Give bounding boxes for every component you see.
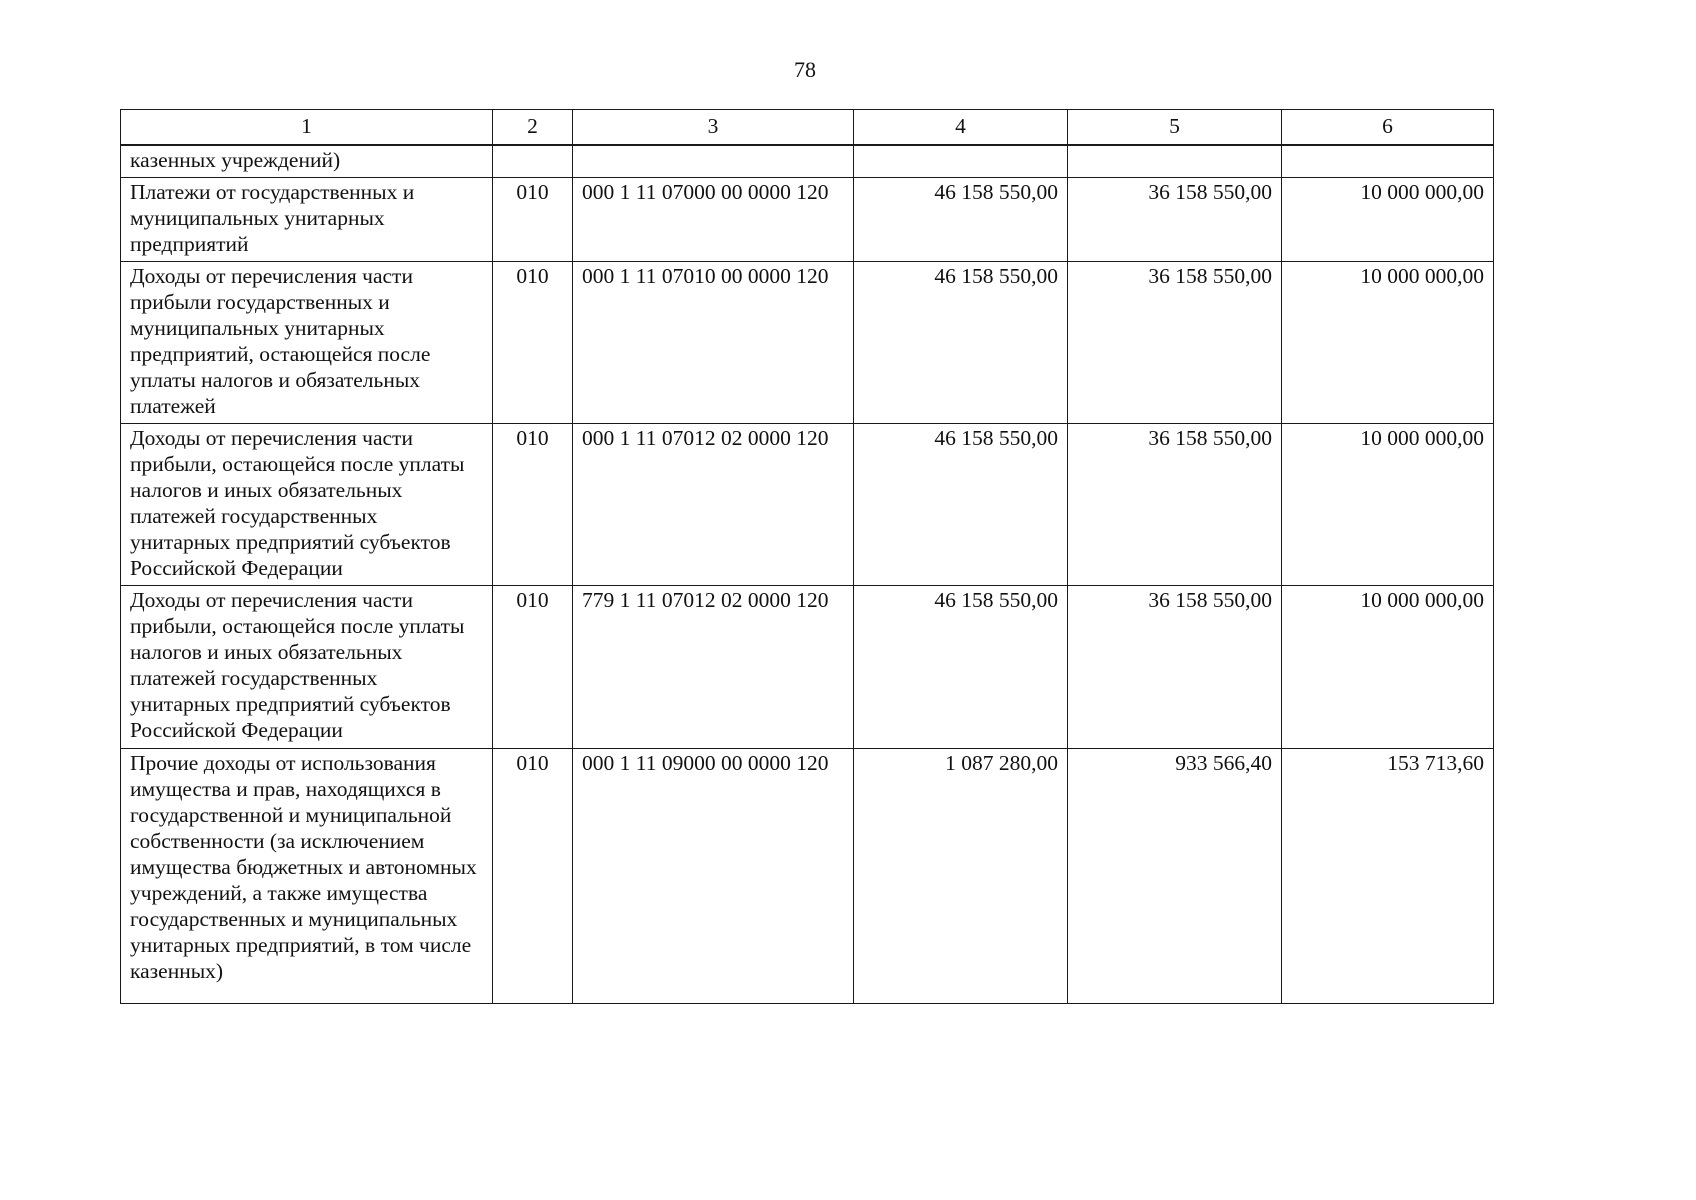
row-col5: 36 158 550,00	[1068, 178, 1282, 262]
row-kbk	[573, 145, 854, 178]
row-col4: 46 158 550,00	[854, 586, 1068, 749]
row-col4: 46 158 550,00	[854, 178, 1068, 262]
row-col4	[854, 145, 1068, 178]
row-kbk: 779 1 11 07012 02 0000 120	[573, 586, 854, 749]
row-name: Прочие доходы от использования имущества и прав, находящихся в государственной и муниципальной собственности (за исключением имущества бюджетных и автономных учреждений, а также имущества государственных и муниципальных унитарных предприятий, в том числе казенных)	[121, 749, 493, 1004]
page-number: 78	[794, 57, 816, 82]
row-name: казенных учреждений)	[121, 145, 493, 178]
row-code: 010	[493, 749, 573, 1004]
table-header-row	[121, 110, 1494, 145]
row-col4: 46 158 550,00	[854, 262, 1068, 424]
table-row	[121, 145, 1494, 178]
row-col5: 36 158 550,00	[1068, 262, 1282, 424]
row-kbk: 000 1 11 07010 00 0000 120	[573, 262, 854, 424]
row-col5	[1068, 145, 1282, 178]
row-col6: 10 000 000,00	[1282, 178, 1494, 262]
table-row	[121, 424, 1494, 586]
row-col4: 46 158 550,00	[854, 424, 1068, 586]
row-kbk: 000 1 11 07012 02 0000 120	[573, 424, 854, 586]
row-code: 010	[493, 586, 573, 749]
column-header-4: 4	[854, 110, 1068, 145]
row-name: Платежи от государственных и муниципальных унитарных предприятий	[121, 178, 493, 262]
row-col6: 10 000 000,00	[1282, 586, 1494, 749]
row-kbk: 000 1 11 07000 00 0000 120	[573, 178, 854, 262]
row-code: 010	[493, 178, 573, 262]
column-header-6: 6	[1282, 110, 1494, 145]
row-col5: 36 158 550,00	[1068, 424, 1282, 586]
column-header-3: 3	[573, 110, 854, 145]
row-col5: 36 158 550,00	[1068, 586, 1282, 749]
row-col6: 10 000 000,00	[1282, 424, 1494, 586]
table-row	[121, 178, 1494, 262]
row-name: Доходы от перечисления части прибыли государственных и муниципальных унитарных предприятий, остающейся после уплаты налогов и обязательных платежей	[121, 262, 493, 424]
row-code: 010	[493, 424, 573, 586]
table-row	[121, 749, 1494, 1004]
column-header-2: 2	[493, 110, 573, 145]
row-col5: 933 566,40	[1068, 749, 1282, 1004]
row-kbk: 000 1 11 09000 00 0000 120	[573, 749, 854, 1004]
row-col6: 153 713,60	[1282, 749, 1494, 1004]
row-code: 010	[493, 262, 573, 424]
row-col4: 1 087 280,00	[854, 749, 1068, 1004]
row-code	[493, 145, 573, 178]
row-name: Доходы от перечисления части прибыли, остающейся после уплаты налогов и иных обязательных платежей государственных унитарных предприятий субъектов Российской Федерации	[121, 424, 493, 586]
row-col6	[1282, 145, 1494, 178]
column-header-5: 5	[1068, 110, 1282, 145]
revenue-table	[120, 109, 1494, 1004]
column-header-1: 1	[121, 110, 493, 145]
table-row	[121, 262, 1494, 424]
row-name: Доходы от перечисления части прибыли, остающейся после уплаты налогов и иных обязательных платежей государственных унитарных предприятий субъектов Российской Федерации	[121, 586, 493, 749]
table-row	[121, 586, 1494, 749]
row-col6: 10 000 000,00	[1282, 262, 1494, 424]
